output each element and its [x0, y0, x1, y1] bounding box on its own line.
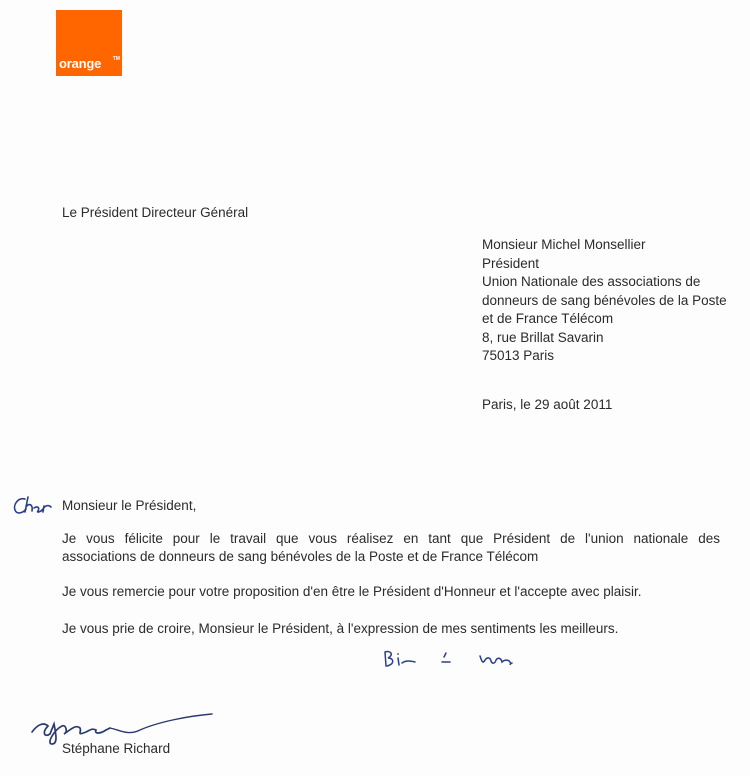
recipient-line: Président: [482, 255, 540, 271]
signer-name: Stéphane Richard: [62, 741, 171, 756]
handwritten-greeting: [12, 495, 60, 519]
recipient-line: donneurs de sang bénévoles de la Poste: [482, 292, 727, 308]
body-paragraph-2: Je vous remercie pour votre proposition d'en être le Président d'Honneur et l'accepte avec plaisir.: [62, 584, 642, 599]
sender-title: Le Président Directeur Général: [62, 205, 249, 220]
recipient-address: [482, 236, 727, 366]
recipient-line: 75013 Paris: [482, 348, 555, 363]
body-paragraph-3: Je vous prie de croire, Monsieur le Président, à l'expression de mes sentiments les meilleurs.: [62, 621, 619, 636]
recipient-line: Monsieur Michel Monsellier: [482, 237, 646, 252]
logo-text: orange: [59, 56, 102, 71]
logo-trademark: TM: [112, 56, 120, 62]
recipient-line: 8, rue Brillat Savarin: [482, 329, 604, 345]
body-paragraph-1: [62, 530, 720, 566]
recipient-line: et de France Télécom: [482, 311, 614, 326]
salutation: Monsieur le Président,: [62, 498, 197, 513]
orange-logo: [56, 10, 122, 76]
paragraph-line: Je vous félicite pour le travail que vous réalisez en tant que Président de l'union nationale des: [62, 531, 720, 546]
paragraph-line: associations de donneurs de sang bénévoles de la Poste et de France Télécom: [62, 549, 539, 564]
handwritten-closing: [382, 648, 542, 672]
letter-date: Paris, le 29 août 2011: [482, 397, 613, 412]
recipient-line: Union Nationale des associations de: [482, 274, 701, 289]
